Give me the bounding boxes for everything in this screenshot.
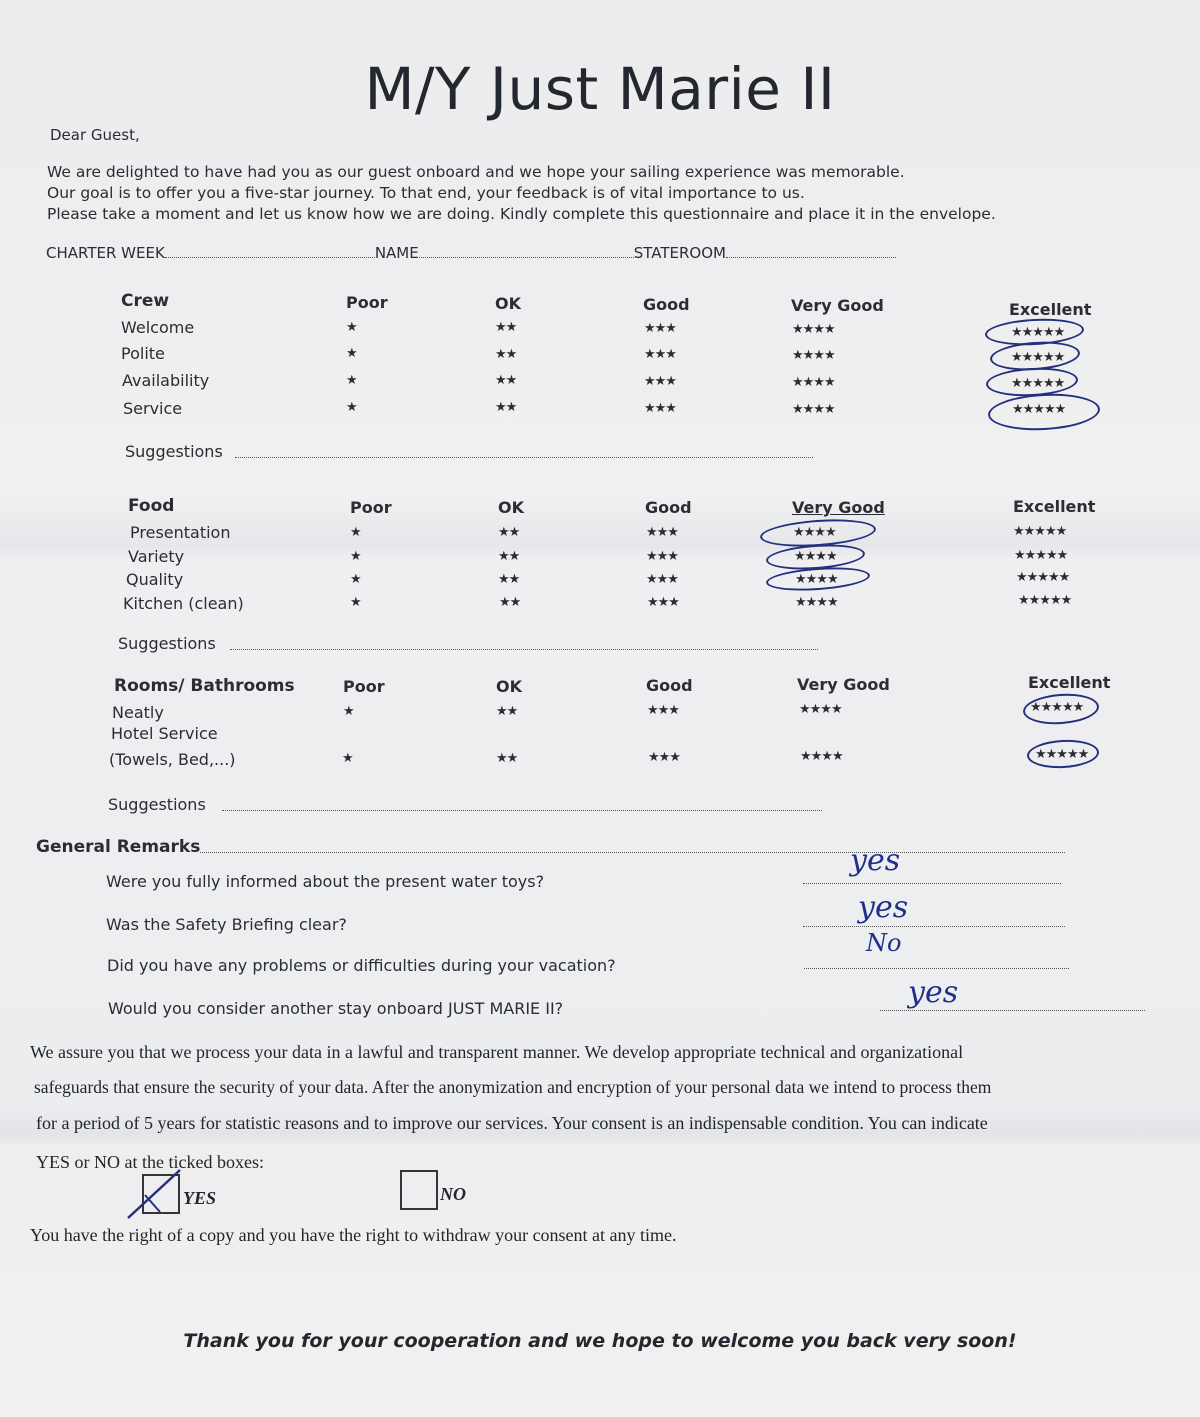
intro-line-1: We are delighted to have had you as our guest onboard and we hope your sailing experience was memorable.	[47, 163, 905, 181]
crew-row-availability: Availability	[122, 371, 210, 390]
rooms-col-very-good: Very Good	[797, 675, 890, 694]
rooms-neatly-star-4[interactable]: ★★★★	[799, 702, 842, 717]
crew-col-excellent: Excellent	[1009, 300, 1092, 319]
crew-service-star-3[interactable]: ★★★	[644, 401, 676, 416]
food-row-presentation: Presentation	[130, 523, 231, 542]
crew-heading: Crew	[121, 291, 170, 311]
rooms-hotel-star-3[interactable]: ★★★	[648, 750, 680, 765]
food-variety-star-2[interactable]: ★★	[498, 549, 520, 564]
greeting: Dear Guest,	[50, 126, 140, 144]
crew-polite-star-4[interactable]: ★★★★	[792, 348, 835, 363]
rooms-hotel-star-5[interactable]: ★★★★★	[1035, 747, 1089, 762]
crew-col-very-good: Very Good	[791, 296, 884, 315]
rooms-col-good: Good	[646, 676, 693, 695]
crew-welcome-star-5[interactable]: ★★★★★	[1011, 325, 1065, 340]
food-variety-star-1[interactable]: ★	[350, 549, 361, 564]
crew-col-poor: Poor	[346, 293, 388, 312]
rooms-row-towels-bed: (Towels, Bed,...)	[109, 750, 236, 769]
general-remarks-label: General Remarks	[36, 837, 201, 857]
food-kitchen-star-4[interactable]: ★★★★	[795, 595, 838, 610]
food-quality-star-1[interactable]: ★	[350, 572, 361, 587]
rooms-heading: Rooms/ Bathrooms	[114, 676, 295, 696]
crew-welcome-star-1[interactable]: ★	[346, 320, 357, 335]
consent-yes-tick	[128, 1170, 180, 1218]
page-title: M/Y Just Marie II	[364, 55, 836, 123]
question-problems: Did you have any problems or difficulties during your vacation?	[107, 956, 616, 975]
rooms-neatly-star-2[interactable]: ★★	[496, 704, 518, 719]
food-quality-star-5[interactable]: ★★★★★	[1016, 570, 1070, 585]
charter-week-label: CHARTER WEEK	[46, 244, 165, 262]
food-col-very-good: Very Good	[792, 498, 885, 517]
food-presentation-star-4[interactable]: ★★★★	[793, 525, 836, 540]
food-presentation-star-1[interactable]: ★	[350, 525, 361, 540]
food-quality-star-2[interactable]: ★★	[498, 572, 520, 587]
crew-welcome-star-3[interactable]: ★★★	[644, 321, 676, 336]
food-quality-star-3[interactable]: ★★★	[646, 572, 678, 587]
answer-water-toys: yes	[850, 843, 901, 878]
food-col-poor: Poor	[350, 498, 392, 517]
food-row-quality: Quality	[126, 570, 184, 589]
legal-line-2: safeguards that ensure the security of your data. After the anonymization and encryption of your personal data we intend to process them	[34, 1077, 992, 1097]
rooms-neatly-star-1[interactable]: ★	[343, 704, 354, 719]
rooms-hotel-star-1[interactable]: ★	[342, 751, 353, 766]
food-variety-star-3[interactable]: ★★★	[646, 549, 678, 564]
consent-no-label: NO	[440, 1184, 466, 1204]
crew-polite-star-2[interactable]: ★★	[495, 347, 517, 362]
crew-availability-star-4[interactable]: ★★★★	[792, 375, 835, 390]
crew-availability-star-2[interactable]: ★★	[495, 373, 517, 388]
rooms-neatly-star-5[interactable]: ★★★★★	[1030, 700, 1084, 715]
rooms-neatly-star-3[interactable]: ★★★	[647, 703, 679, 718]
crew-row-polite: Polite	[121, 344, 165, 363]
food-row-kitchen: Kitchen (clean)	[123, 594, 244, 613]
food-col-good: Good	[645, 498, 692, 517]
crew-polite-star-5[interactable]: ★★★★★	[1011, 350, 1065, 365]
food-presentation-star-2[interactable]: ★★	[498, 525, 520, 540]
food-col-excellent: Excellent	[1013, 497, 1096, 516]
crew-col-ok: OK	[495, 294, 521, 313]
legal-line-3: for a period of 5 years for statistic reasons and to improve our services. Your consent is an indispensable condition. You can indicate	[36, 1113, 988, 1133]
food-presentation-star-3[interactable]: ★★★	[646, 525, 678, 540]
crew-row-welcome: Welcome	[121, 318, 195, 337]
crew-welcome-star-4[interactable]: ★★★★	[792, 322, 835, 337]
crew-suggestions-label: Suggestions	[125, 442, 223, 461]
rooms-row-hotel-service: Hotel Service	[111, 724, 218, 743]
consent-yes-tick-stroke	[145, 1195, 160, 1212]
rooms-col-poor: Poor	[343, 677, 385, 696]
food-kitchen-star-3[interactable]: ★★★	[647, 595, 679, 610]
consent-prompt: YES or NO at the ticked boxes:	[36, 1152, 264, 1172]
food-kitchen-star-2[interactable]: ★★	[499, 595, 521, 610]
crew-availability-star-5[interactable]: ★★★★★	[1011, 376, 1065, 391]
stateroom-label: STATEROOM	[633, 244, 726, 262]
crew-service-star-5[interactable]: ★★★★★	[1012, 402, 1066, 417]
name-label: NAME	[374, 244, 419, 262]
food-quality-star-4[interactable]: ★★★★	[795, 572, 838, 587]
intro-line-2: Our goal is to offer you a five-star journey. To that end, your feedback is of vital importance to us.	[47, 184, 805, 202]
food-variety-star-4[interactable]: ★★★★	[794, 549, 837, 564]
food-col-ok: OK	[498, 498, 524, 517]
question-another-stay: Would you consider another stay onboard JUST MARIE II?	[108, 999, 564, 1018]
rooms-hotel-star-2[interactable]: ★★	[496, 751, 518, 766]
food-presentation-star-5[interactable]: ★★★★★	[1013, 524, 1067, 539]
thank-you-note: Thank you for your cooperation and we hope to welcome you back very soon!	[183, 1330, 1017, 1352]
rooms-col-ok: OK	[496, 677, 522, 696]
crew-polite-star-1[interactable]: ★	[346, 346, 357, 361]
food-kitchen-star-1[interactable]: ★	[350, 595, 361, 610]
crew-service-star-4[interactable]: ★★★★	[792, 402, 835, 417]
food-kitchen-star-5[interactable]: ★★★★★	[1018, 593, 1072, 608]
intro-line-3: Please take a moment and let us know how we are doing. Kindly complete this questionnaire and place it in the envelope.	[47, 205, 996, 223]
food-heading: Food	[128, 496, 175, 516]
crew-availability-star-3[interactable]: ★★★	[644, 374, 676, 389]
rooms-row-neatly: Neatly	[112, 703, 164, 722]
food-row-variety: Variety	[128, 547, 185, 566]
legal-line-1: We assure you that we process your data in a lawful and transparent manner. We develop appropriate technical and organizational	[30, 1042, 964, 1062]
food-variety-star-5[interactable]: ★★★★★	[1014, 548, 1068, 563]
crew-availability-star-1[interactable]: ★	[346, 373, 357, 388]
question-water-toys: Were you fully informed about the present water toys?	[106, 872, 545, 891]
rooms-hotel-star-4[interactable]: ★★★★	[800, 749, 843, 764]
rights-statement: You have the right of a copy and you have the right to withdraw your consent at any time.	[30, 1225, 677, 1245]
food-suggestions-label: Suggestions	[118, 634, 216, 653]
crew-polite-star-3[interactable]: ★★★	[644, 347, 676, 362]
crew-welcome-star-2[interactable]: ★★	[495, 320, 517, 335]
crew-service-star-1[interactable]: ★	[346, 400, 357, 415]
answer-safety-briefing: yes	[858, 890, 909, 925]
crew-row-service: Service	[123, 399, 183, 418]
question-safety-briefing: Was the Safety Briefing clear?	[106, 915, 347, 934]
crew-col-good: Good	[643, 295, 690, 314]
answer-problems: No	[866, 929, 902, 957]
consent-yes-label: YES	[183, 1188, 217, 1208]
crew-service-star-2[interactable]: ★★	[495, 400, 517, 415]
rooms-col-excellent: Excellent	[1028, 673, 1111, 692]
answer-another-stay: yes	[908, 975, 959, 1010]
rooms-suggestions-label: Suggestions	[108, 795, 206, 814]
